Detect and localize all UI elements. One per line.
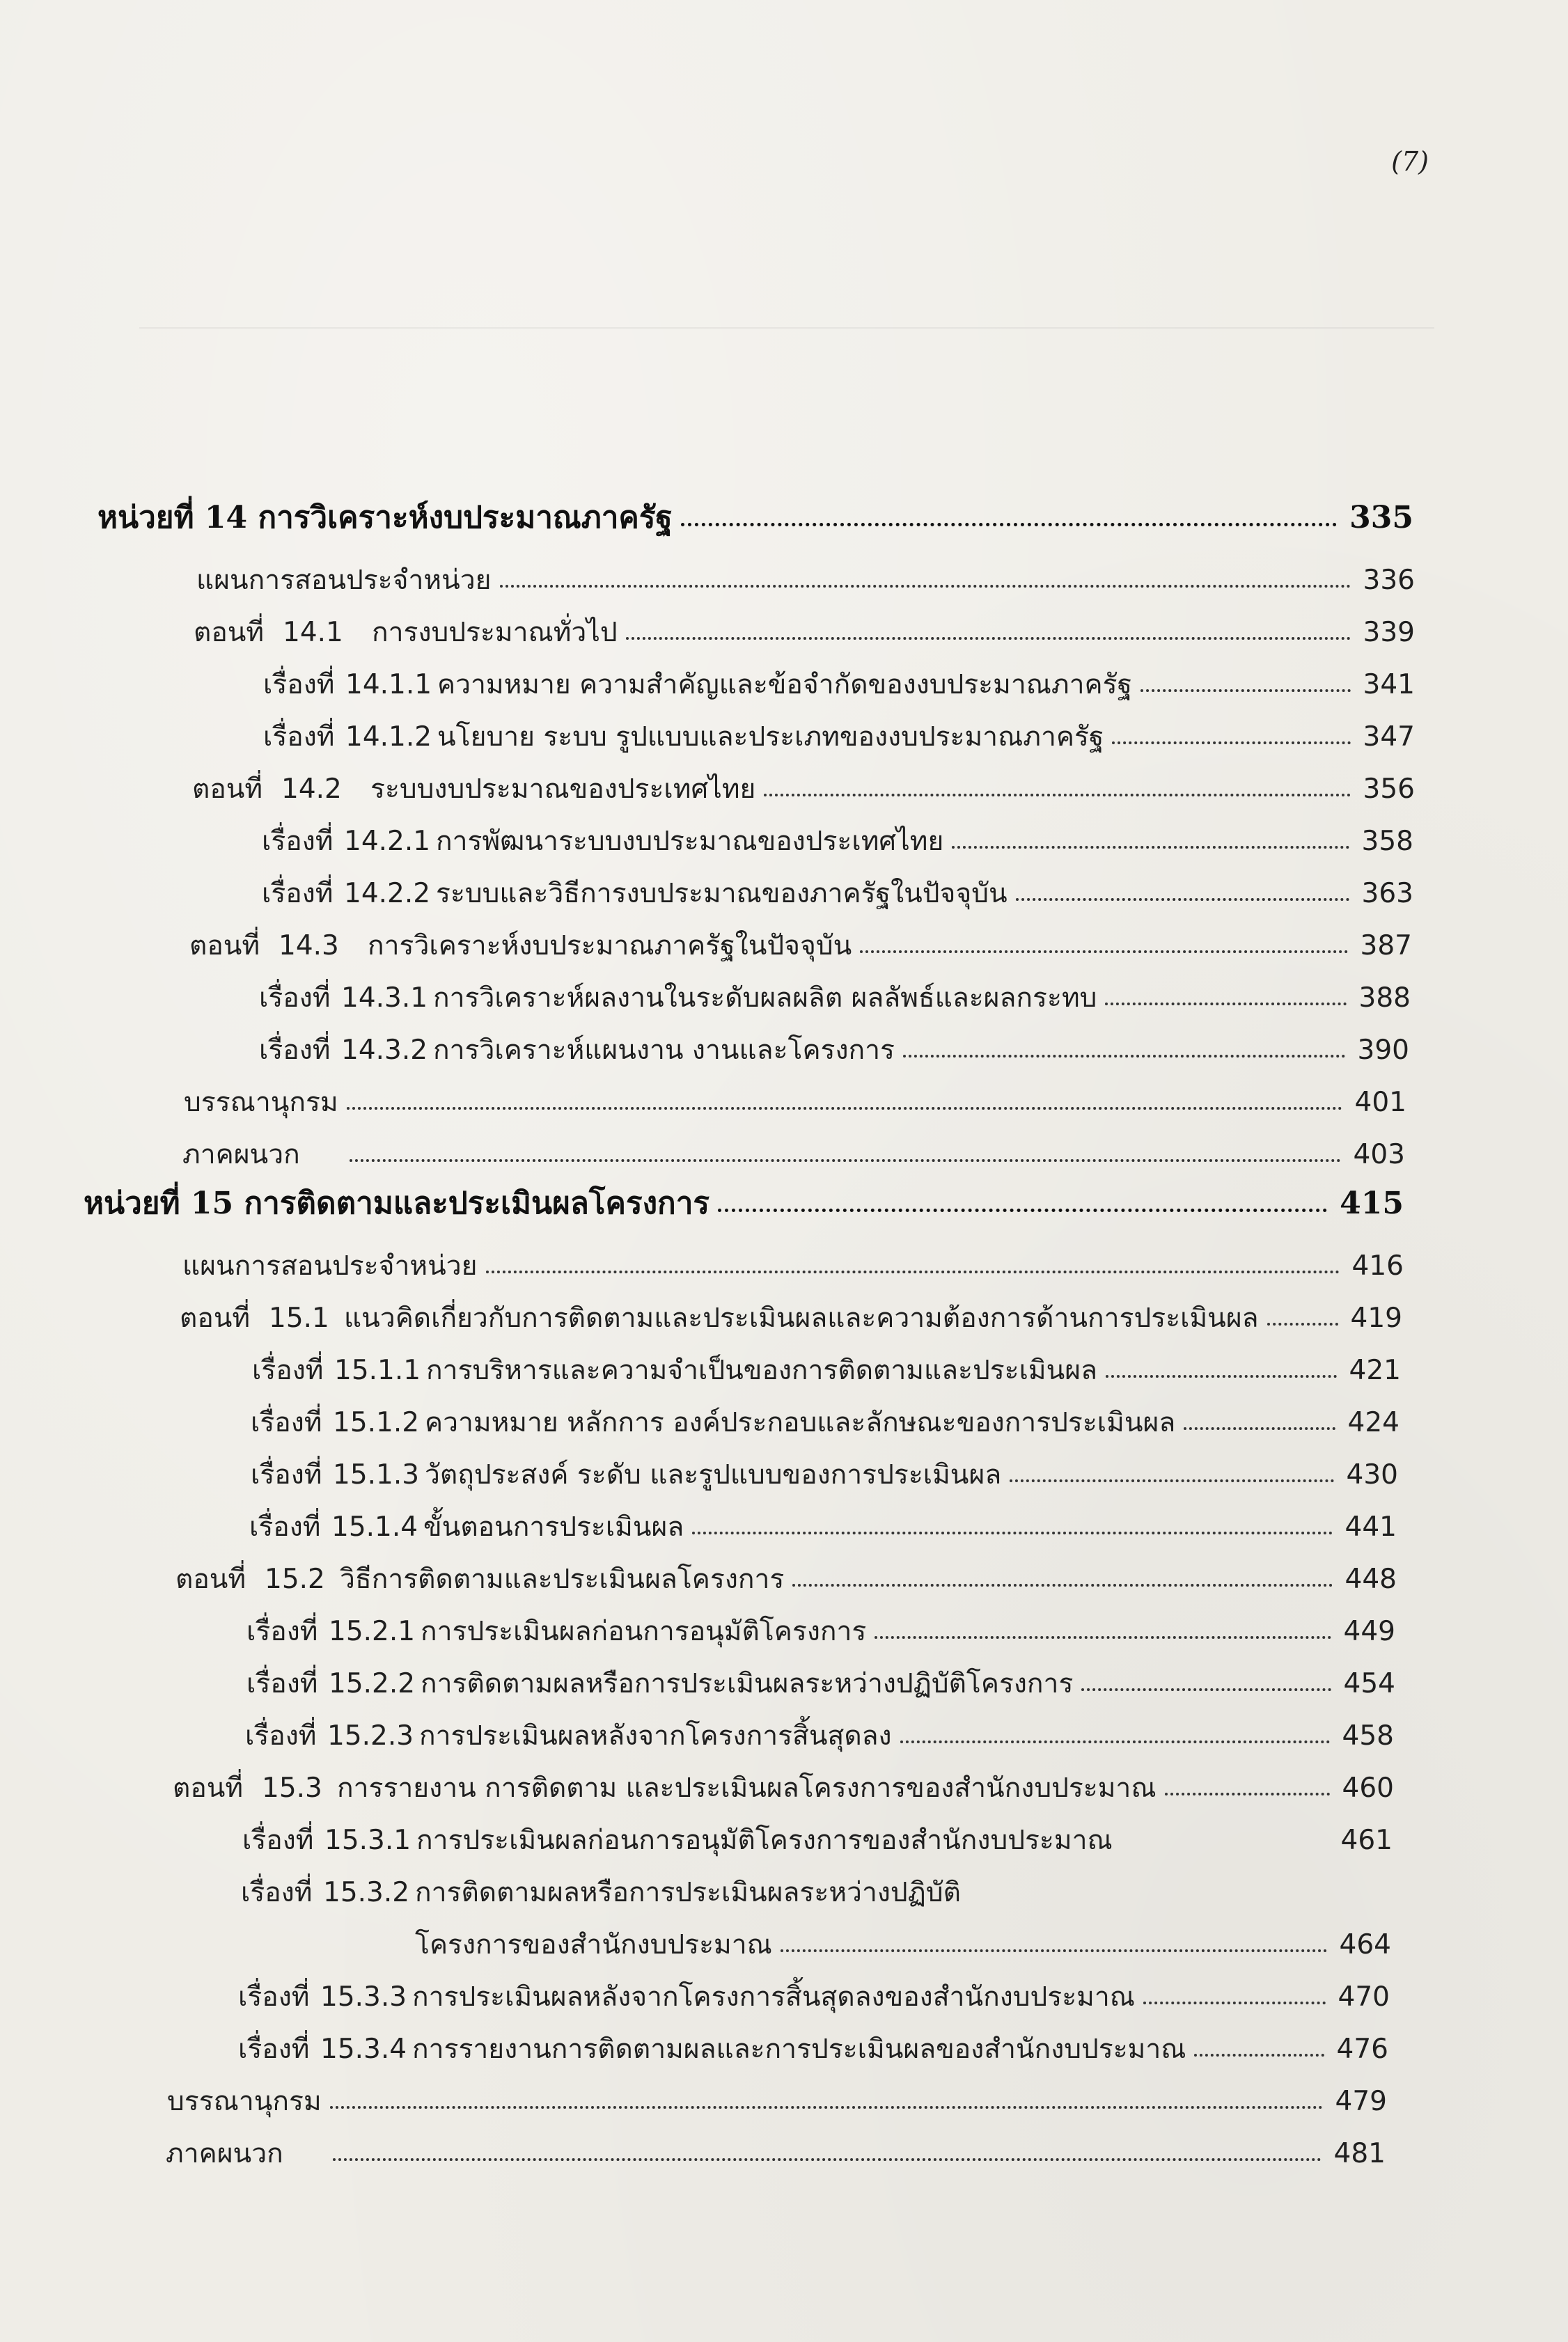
entry-label: เรื่องที่ bbox=[263, 721, 335, 753]
toc-entry-topic bbox=[245, 1722, 1394, 1750]
page-ref: 390 bbox=[1357, 1035, 1409, 1066]
entry-number: 14.1.1 bbox=[345, 669, 432, 700]
toc-entry bbox=[182, 1141, 1405, 1168]
entry-label: ภาคผนวก bbox=[182, 1139, 300, 1170]
page-ref: 458 bbox=[1342, 1720, 1394, 1752]
entry-label: เรื่องที่ bbox=[238, 2034, 310, 2065]
entry-number: 15.1.4 bbox=[331, 1511, 418, 1543]
toc-unit-heading bbox=[84, 1188, 1404, 1219]
entry-label: เรื่องที่ bbox=[263, 669, 335, 700]
toc-entry-topic bbox=[238, 2036, 1388, 2063]
toc-entry-topic bbox=[263, 721, 1415, 753]
page-ref: 441 bbox=[1344, 1511, 1397, 1543]
entry-title: แนวคิดเกี่ยวกับการติดตามและประเมินผลและความต้องการด้านการประเมินผล bbox=[344, 1303, 1259, 1334]
leader-dots bbox=[1194, 2054, 1324, 2057]
entry-title: การประเมินผลก่อนการอนุมัติโครงการของสำนักงบประมาณ bbox=[416, 1825, 1113, 1856]
toc-entry-topic bbox=[252, 1357, 1401, 1384]
entry-label: ภาคผนวก bbox=[166, 2138, 283, 2169]
entry-number: 15.2.3 bbox=[327, 1720, 414, 1752]
entry-number: 15.1.3 bbox=[333, 1459, 420, 1491]
entry-label: ตอนที่ bbox=[173, 1773, 244, 1804]
toc-unit-heading bbox=[97, 500, 1413, 535]
leader-dots bbox=[718, 1209, 1327, 1212]
leader-dots bbox=[330, 2106, 1323, 2109]
entry-label: เรื่องที่ bbox=[262, 826, 334, 857]
toc-entry bbox=[184, 1089, 1406, 1116]
toc-entry bbox=[196, 567, 1415, 594]
leader-dots bbox=[792, 1584, 1332, 1587]
toc-entry-continuation bbox=[415, 1931, 1391, 1958]
entry-label: แผนการสอนประจำหน่วย bbox=[196, 565, 492, 596]
page-ref: 454 bbox=[1343, 1668, 1395, 1699]
toc-entry-section bbox=[180, 1305, 1402, 1332]
entry-title: การรายงาน การติดตาม และประเมินผลโครงการของสำนักงบประมาณ bbox=[337, 1773, 1157, 1804]
entry-number: 15.1 bbox=[269, 1303, 329, 1334]
page-ref: 363 bbox=[1361, 878, 1413, 909]
entry-number: 15.3.4 bbox=[320, 2034, 407, 2065]
toc-entry-topic bbox=[241, 1879, 1391, 1906]
entry-title-continued: โครงการของสำนักงบประมาณ bbox=[415, 1929, 772, 1960]
page-ref: 401 bbox=[1354, 1087, 1406, 1118]
leader-dots bbox=[681, 523, 1337, 526]
toc-entry-topic bbox=[259, 1037, 1409, 1064]
toc-entry bbox=[182, 1252, 1404, 1280]
page-ref: 419 bbox=[1350, 1303, 1402, 1334]
entry-label: บรรณานุกรม bbox=[184, 1087, 338, 1118]
entry-title: นโยบาย ระบบ รูปแบบและประเภทของงบประมาณภาครัฐ bbox=[437, 721, 1104, 753]
toc-entry-topic bbox=[262, 880, 1413, 907]
leader-dots bbox=[486, 1271, 1340, 1273]
page-ref: 347 bbox=[1363, 721, 1415, 753]
entry-title: การติดตามผลหรือการประเมินผลระหว่างปฏิบัติโครงการ bbox=[421, 1668, 1074, 1699]
entry-label: ตอนที่ bbox=[192, 773, 263, 805]
leader-dots bbox=[1140, 689, 1350, 692]
entry-number: 15.1.1 bbox=[334, 1355, 421, 1386]
page-ref: 416 bbox=[1351, 1250, 1404, 1282]
leader-dots bbox=[1105, 1003, 1346, 1005]
page-ref: 356 bbox=[1363, 773, 1415, 805]
entry-label: เรื่องที่ bbox=[262, 878, 334, 909]
entry-title: การติดตามผลหรือการประเมินผลระหว่างปฏิบัติ bbox=[415, 1877, 961, 1908]
entry-label: เรื่องที่ bbox=[259, 982, 331, 1014]
entry-label: เรื่องที่ bbox=[251, 1459, 322, 1491]
entry-number: 14.1.2 bbox=[345, 721, 432, 753]
page-ref: 430 bbox=[1346, 1459, 1398, 1491]
entry-label: เรื่องที่ bbox=[242, 1825, 314, 1856]
entry-label: เรื่องที่ bbox=[246, 1668, 318, 1699]
leader-dots bbox=[350, 1159, 1341, 1162]
toc-entry-topic bbox=[251, 1409, 1400, 1436]
toc-entry-section bbox=[189, 932, 1412, 959]
unit-title: หน่วยที่ 14 การวิเคราะห์งบประมาณภาครัฐ bbox=[97, 500, 673, 535]
entry-label: เรื่องที่ bbox=[259, 1035, 331, 1066]
page-number: (7) bbox=[1391, 146, 1429, 177]
entry-number: 14.3.1 bbox=[341, 982, 428, 1014]
entry-label: เรื่องที่ bbox=[249, 1511, 321, 1543]
entry-label: เรื่องที่ bbox=[246, 1616, 318, 1647]
toc-entry bbox=[166, 2140, 1386, 2167]
entry-title: การวิเคราะห์งบประมาณภาครัฐในปัจจุบัน bbox=[368, 930, 852, 961]
entry-title: การประเมินผลหลังจากโครงการสิ้นสุดลงของสำนักงบประมาณ bbox=[412, 1981, 1135, 2013]
leader-dots bbox=[1016, 898, 1349, 901]
entry-number: 15.3.2 bbox=[323, 1877, 410, 1908]
entry-number: 14.1 bbox=[283, 617, 343, 648]
page-ref: 341 bbox=[1363, 669, 1415, 700]
entry-number: 14.2.1 bbox=[344, 826, 431, 857]
entry-number: 14.3 bbox=[279, 930, 339, 961]
page-ref: 339 bbox=[1363, 617, 1415, 648]
page-ref: 460 bbox=[1342, 1773, 1394, 1804]
entry-number: 14.3.2 bbox=[341, 1035, 428, 1066]
entry-label: เรื่องที่ bbox=[251, 1407, 322, 1438]
leader-dots bbox=[1112, 741, 1350, 744]
page-ref: 479 bbox=[1335, 2086, 1387, 2117]
entry-number: 15.2 bbox=[265, 1564, 325, 1595]
page-ref: 415 bbox=[1340, 1186, 1404, 1221]
page-ref: 464 bbox=[1339, 1929, 1391, 1960]
entry-number: 14.2.2 bbox=[344, 878, 431, 909]
leader-dots bbox=[500, 585, 1351, 588]
leader-dots bbox=[347, 1107, 1342, 1110]
toc-entry-section bbox=[173, 1775, 1394, 1802]
entry-title: การประเมินผลหลังจากโครงการสิ้นสุดลง bbox=[419, 1720, 892, 1752]
entry-label: เรื่องที่ bbox=[241, 1877, 313, 1908]
entry-label: แผนการสอนประจำหน่วย bbox=[182, 1250, 478, 1282]
toc-entry-section bbox=[175, 1566, 1397, 1593]
page-ref: 335 bbox=[1349, 500, 1413, 535]
entry-label: เรื่องที่ bbox=[238, 1981, 310, 2013]
leader-dots bbox=[1165, 1793, 1330, 1795]
entry-title: การงบประมาณทั่วไป bbox=[372, 617, 618, 648]
entry-title: ความหมาย ความสำคัญและข้อจำกัดของงบประมาณภาครัฐ bbox=[437, 669, 1133, 700]
leader-dots bbox=[875, 1636, 1331, 1639]
leader-dots bbox=[1106, 1375, 1336, 1378]
page-ref: 387 bbox=[1360, 930, 1412, 961]
entry-label: ตอนที่ bbox=[180, 1303, 251, 1334]
entry-number: 15.3 bbox=[262, 1773, 322, 1804]
entry-label: บรรณานุกรม bbox=[167, 2086, 322, 2117]
entry-title: ขั้นตอนการประเมินผล bbox=[423, 1511, 684, 1543]
page-ref: 481 bbox=[1333, 2138, 1386, 2169]
toc-entry-section bbox=[194, 619, 1415, 646]
leader-dots bbox=[1143, 2002, 1326, 2004]
entry-number: 15.2.1 bbox=[329, 1616, 416, 1647]
leader-dots bbox=[692, 1532, 1332, 1534]
toc-entry-topic bbox=[238, 1983, 1390, 2011]
leader-dots bbox=[903, 1055, 1345, 1058]
entry-title: วิธีการติดตามและประเมินผลโครงการ bbox=[340, 1564, 785, 1595]
leader-dots bbox=[1081, 1688, 1331, 1691]
leader-dots bbox=[626, 637, 1351, 640]
page-ref: 449 bbox=[1343, 1616, 1395, 1647]
entry-title: ความหมาย หลักการ องค์ประกอบและลักษณะของการประเมินผล bbox=[425, 1407, 1176, 1438]
entry-number: 15.1.2 bbox=[333, 1407, 420, 1438]
toc-entry-topic bbox=[251, 1459, 1398, 1491]
leader-dots bbox=[952, 846, 1349, 849]
leader-dots bbox=[1010, 1479, 1333, 1482]
page-ref: 424 bbox=[1347, 1407, 1400, 1438]
entry-number: 14.2 bbox=[281, 773, 342, 805]
page-ref: 476 bbox=[1336, 2034, 1388, 2065]
toc-entry-section bbox=[192, 773, 1415, 805]
entry-number: 15.3.1 bbox=[324, 1825, 411, 1856]
page-ref: 388 bbox=[1358, 982, 1411, 1014]
leader-dots bbox=[1121, 1845, 1328, 1848]
entry-label: เรื่องที่ bbox=[252, 1355, 324, 1386]
unit-title: หน่วยที่ 15 การติดตามและประเมินผลโครงการ bbox=[84, 1186, 710, 1221]
leader-dots bbox=[860, 950, 1347, 953]
entry-label: ตอนที่ bbox=[189, 930, 260, 961]
toc-entry-topic bbox=[249, 1511, 1397, 1543]
page-ref: 358 bbox=[1361, 826, 1413, 857]
leader-dots bbox=[781, 1949, 1327, 1952]
page-ref: 403 bbox=[1353, 1139, 1405, 1170]
leader-dots bbox=[333, 2158, 1322, 2161]
leader-dots bbox=[900, 1740, 1330, 1743]
entry-number: 15.2.2 bbox=[329, 1668, 416, 1699]
entry-label: เรื่องที่ bbox=[245, 1720, 317, 1752]
entry-title: วัตถุประสงค์ ระดับ และรูปแบบของการประเมินผล bbox=[425, 1459, 1002, 1491]
page-ref: 461 bbox=[1340, 1825, 1393, 1856]
entry-label: ตอนที่ bbox=[194, 617, 265, 648]
entry-title: การรายงานการติดตามผลและการประเมินผลของสำนักงบประมาณ bbox=[412, 2034, 1186, 2065]
entry-title: การประเมินผลก่อนการอนุมัติโครงการ bbox=[421, 1616, 867, 1647]
leader-dots bbox=[764, 794, 1350, 796]
entry-title: ระบบและวิธีการงบประมาณของภาครัฐในปัจจุบัน bbox=[436, 878, 1008, 909]
toc-entry bbox=[167, 2088, 1387, 2115]
toc-entry-topic bbox=[263, 671, 1415, 698]
bleed-through-rule bbox=[139, 327, 1434, 329]
entry-title: การบริหารและความจำเป็นของการติดตามและประเมินผล bbox=[426, 1355, 1098, 1386]
page-ref: 421 bbox=[1349, 1355, 1401, 1386]
entry-label: ตอนที่ bbox=[175, 1564, 246, 1595]
toc-entry-topic bbox=[246, 1618, 1395, 1645]
entry-title: การพัฒนาระบบงบประมาณของประเทศไทย bbox=[436, 826, 944, 857]
toc-entry-topic bbox=[246, 1670, 1395, 1697]
entry-title: การวิเคราะห์แผนงาน งานและโครงการ bbox=[433, 1035, 895, 1066]
toc-entry-topic bbox=[259, 984, 1411, 1012]
page-ref: 336 bbox=[1363, 565, 1415, 596]
page-ref: 470 bbox=[1338, 1981, 1390, 2013]
entry-number: 15.3.3 bbox=[320, 1981, 407, 2013]
entry-title: การวิเคราะห์ผลงานในระดับผลผลิต ผลลัพธ์และผลกระทบ bbox=[433, 982, 1097, 1014]
entry-title: ระบบงบประมาณของประเทศไทย bbox=[370, 773, 756, 805]
toc-entry-topic bbox=[242, 1827, 1393, 1854]
leader-dots bbox=[1184, 1427, 1335, 1430]
page-ref: 448 bbox=[1344, 1564, 1397, 1595]
toc-entry-topic bbox=[262, 828, 1413, 855]
leader-dots bbox=[1267, 1323, 1338, 1326]
